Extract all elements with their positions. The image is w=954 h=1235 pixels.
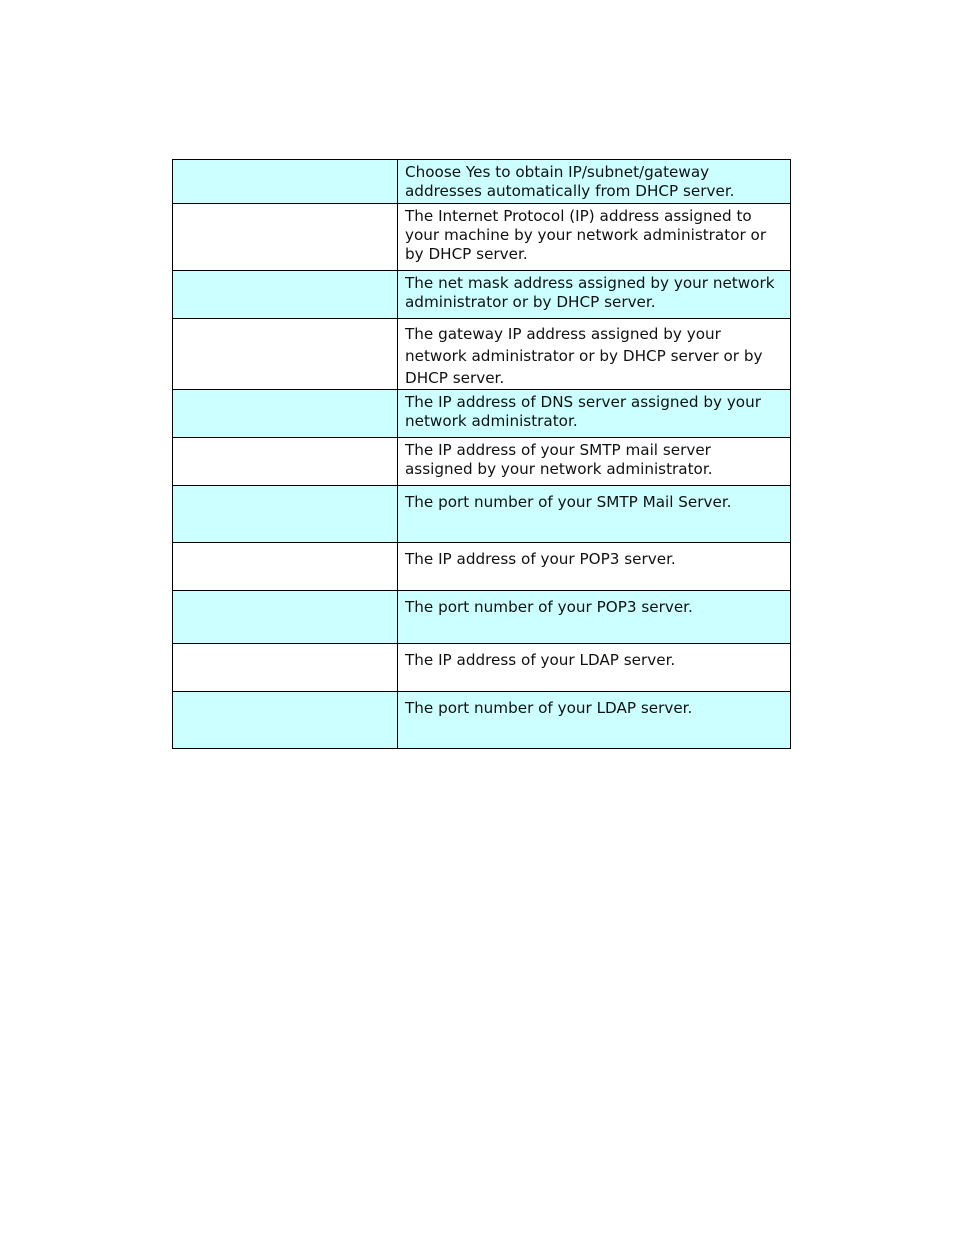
setting-description: The port number of your POP3 server.	[398, 591, 791, 644]
setting-label	[173, 591, 398, 644]
setting-description: The IP address of your SMTP mail server assigned by your network administrator.	[398, 438, 791, 486]
table-row	[173, 644, 791, 692]
table-row	[173, 390, 791, 438]
table-row	[173, 486, 791, 543]
setting-label	[173, 204, 398, 271]
table-row	[173, 271, 791, 319]
setting-description: The IP address of your LDAP server.	[398, 644, 791, 692]
table-row	[173, 543, 791, 591]
setting-label	[173, 319, 398, 390]
setting-description: The Internet Protocol (IP) address assigned to your machine by your network administrator or by DHCP server.	[398, 204, 791, 271]
setting-label	[173, 438, 398, 486]
setting-description: The port number of your LDAP server.	[398, 692, 791, 749]
setting-label	[173, 486, 398, 543]
setting-label	[173, 271, 398, 319]
setting-description: The IP address of DNS server assigned by your network administrator.	[398, 390, 791, 438]
setting-label	[173, 390, 398, 438]
table-row	[173, 204, 791, 271]
table-row	[173, 692, 791, 749]
setting-description: The gateway IP address assigned by your network administrator or by DHCP server or by DHCP server.	[398, 319, 791, 390]
setting-label	[173, 692, 398, 749]
table-row	[173, 160, 791, 204]
setting-label	[173, 160, 398, 204]
table-row	[173, 319, 791, 390]
setting-label	[173, 543, 398, 591]
table-row	[173, 438, 791, 486]
network-settings-table	[172, 159, 791, 749]
setting-description: Choose Yes to obtain IP/subnet/gateway addresses automatically from DHCP server.	[398, 160, 791, 204]
setting-description: The port number of your SMTP Mail Server.	[398, 486, 791, 543]
setting-description: The IP address of your POP3 server.	[398, 543, 791, 591]
setting-description: The net mask address assigned by your network administrator or by DHCP server.	[398, 271, 791, 319]
setting-label	[173, 644, 398, 692]
table-row	[173, 591, 791, 644]
